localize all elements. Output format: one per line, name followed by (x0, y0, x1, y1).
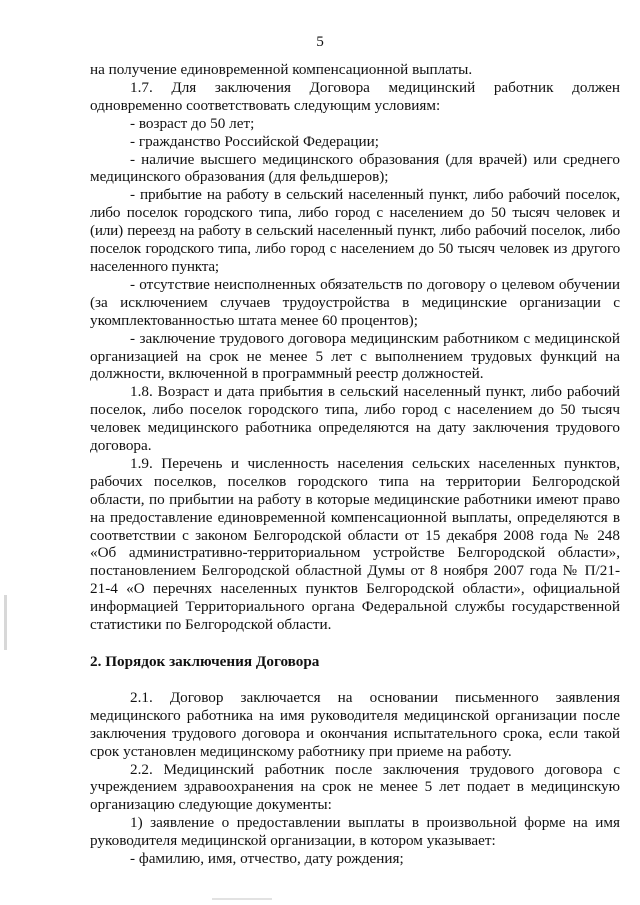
paragraph-1-7: 1.7. Для заключения Договора медицинский работник должен одновременно соответствовать следующим условиям: (90, 78, 620, 114)
list-item: - прибытие на работу в сельский населенный пункт, либо рабочий поселок, либо поселок городского типа, либо город с населением до 50 тысяч человек и (или) переезд на работу в сельский населенный пункт, либо рабочий поселок, либо поселок городского типа, либо город с населением до 50 тысяч человек из другого населенного пункта; (90, 186, 620, 275)
paragraph-2-2: 2.2. Медицинский работник после заключения трудового договора с учреждением здравоохранения на срок не менее 5 лет подает в медицинскую организацию следующие документы: (90, 760, 620, 814)
section-title: 2. Порядок заключения Договора (90, 653, 320, 670)
list-item: 1) заявление о предоставлении выплаты в произвольной форме на имя руководителя медицинской организации, в котором указывает: (90, 814, 620, 850)
paragraph-1-9: 1.9. Перечень и численность населения сельских населенных пунктов, рабочих поселков, поселков городского типа на территории Белгородской области, по прибытии на работу в которые медицинские работники имеют право на предоставление единовременной компенсационной выплаты, определяются в соответствии с законом Белгородской области от 15 декабря 2008 года № 248 «Об административно-территориальном устройстве Белгородской области», постановлением Белгородской областной Думы от 8 ноября 2007 года № П/21-21-4 «О перечнях населенных пунктов Белгородской области», официальной информацией Территориального органа Федеральной службы государственной статистики по Белгородской области. (90, 454, 620, 634)
list-item: - отсутствие неисполненных обязательств по договору о целевом обучении (за исключением случаев трудоустройства в медицинские организации с укомплектованностью штата менее 60 процентов); (90, 275, 620, 329)
scan-artifact (212, 898, 272, 900)
document-body (90, 61, 620, 868)
scan-artifact (4, 595, 7, 650)
list-item: - гражданство Российской Федерации; (130, 132, 379, 150)
page-number: 5 (316, 33, 324, 50)
list-item: - возраст до 50 лет; (130, 114, 255, 132)
paragraph-1-8: 1.8. Возраст и дата прибытия в сельский населенный пункт, либо рабочий поселок, либо поселок городского типа, либо город с населением до 50 тысяч человек медицинского работника определяются на дату заключения трудового договора. (90, 383, 620, 455)
list-item: - наличие высшего медицинского образования (для врачей) или среднего медицинского образования (для фельдшеров); (90, 150, 620, 186)
list-item: - заключение трудового договора медицинским работником с медицинской организацией на срок не менее 5 лет с выполнением трудовых функций на должности, включенной в программный реестр должностей. (90, 329, 620, 383)
paragraph-2-1: 2.1. Договор заключается на основании письменного заявления медицинского работника на имя руководителя медицинской организации после заключения трудового договора и окончания испытательного срока, если такой срок установлен медицинскому работнику при приеме на работу. (90, 688, 620, 760)
paragraph: на получение единовременной компенсационной выплаты. (90, 61, 473, 78)
list-item: - фамилию, имя, отчество, дату рождения; (130, 850, 404, 868)
